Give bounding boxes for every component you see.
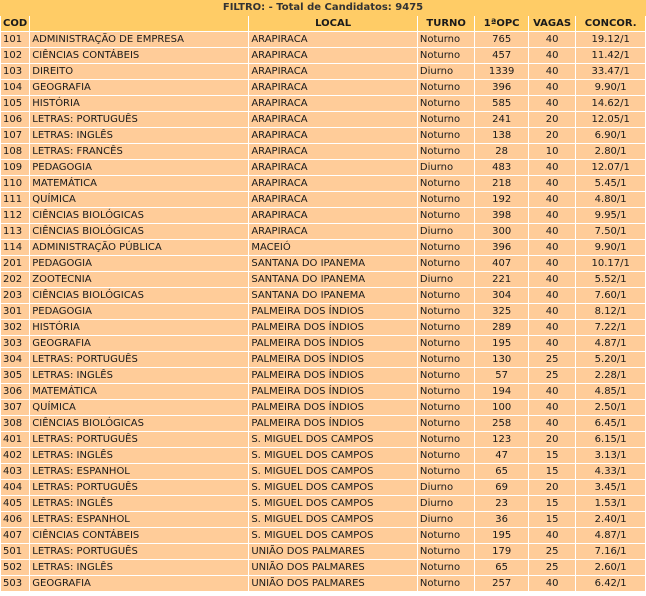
local-cell: S. MIGUEL DOS CAMPOS (249, 480, 417, 496)
cod-cell: 101 (1, 32, 29, 48)
table-row (1, 208, 645, 224)
local-cell: ARAPIRACA (249, 192, 417, 208)
vagas-cell: 40 (529, 288, 575, 304)
vagas-cell: 40 (529, 64, 575, 80)
local-cell: UNIÃO DOS PALMARES (249, 560, 417, 576)
vagas-cell: 40 (529, 304, 575, 320)
cod-cell: 503 (1, 576, 29, 592)
local-cell: PALMEIRA DOS ÍNDIOS (249, 304, 417, 320)
vagas-cell: 40 (529, 208, 575, 224)
table-row (1, 560, 645, 576)
turno-cell: Noturno (418, 80, 475, 96)
table-row (1, 48, 645, 64)
local-cell: ARAPIRACA (249, 80, 417, 96)
table-row (1, 256, 645, 272)
vagas-cell: 40 (529, 96, 575, 112)
local-cell: SANTANA DO IPANEMA (249, 288, 417, 304)
cod-cell: 404 (1, 480, 29, 496)
table-row (1, 368, 645, 384)
turno-cell: Noturno (418, 368, 475, 384)
curso-cell: PEDAGOGIA (30, 304, 248, 320)
table-header-row (1, 16, 645, 32)
turno-cell: Diurno (418, 272, 475, 288)
vagas-cell: 40 (529, 240, 575, 256)
inscritos-cell: 65 (475, 560, 527, 576)
concorrencia-cell: 3.13/1 (576, 448, 645, 464)
turno-cell: Noturno (418, 256, 475, 272)
curso-cell: CIÊNCIAS BIOLÓGICAS (30, 208, 248, 224)
turno-cell: Noturno (418, 192, 475, 208)
table-row (1, 304, 645, 320)
table-row (1, 80, 645, 96)
turno-cell: Noturno (418, 416, 475, 432)
table-row (1, 320, 645, 336)
vagas-cell: 20 (529, 112, 575, 128)
concorrencia-cell: 1.53/1 (576, 496, 645, 512)
vagas-cell: 40 (529, 336, 575, 352)
cod-cell: 113 (1, 224, 29, 240)
curso-cell: GEOGRAFIA (30, 80, 248, 96)
local-cell: PALMEIRA DOS ÍNDIOS (249, 416, 417, 432)
inscritos-cell: 289 (475, 320, 527, 336)
header-concorrencia: CONCOR. (576, 16, 645, 32)
header-1a-opcao: 1ªOPC (475, 16, 527, 32)
inscritos-cell: 398 (475, 208, 527, 224)
cod-cell: 306 (1, 384, 29, 400)
cod-cell: 106 (1, 112, 29, 128)
curso-cell: QUÍMICA (30, 400, 248, 416)
turno-cell: Noturno (418, 336, 475, 352)
turno-cell: Noturno (418, 144, 475, 160)
concorrencia-cell: 7.50/1 (576, 224, 645, 240)
inscritos-cell: 396 (475, 240, 527, 256)
turno-cell: Noturno (418, 304, 475, 320)
concorrencia-cell: 7.60/1 (576, 288, 645, 304)
inscritos-cell: 192 (475, 192, 527, 208)
vagas-cell: 40 (529, 192, 575, 208)
table-row (1, 416, 645, 432)
table-row (1, 160, 645, 176)
cod-cell: 301 (1, 304, 29, 320)
curso-cell: MATEMÁTICA (30, 384, 248, 400)
table-row (1, 384, 645, 400)
turno-cell: Diurno (418, 480, 475, 496)
turno-cell: Diurno (418, 224, 475, 240)
table-row (1, 288, 645, 304)
concorrencia-cell: 12.07/1 (576, 160, 645, 176)
cod-cell: 109 (1, 160, 29, 176)
curso-cell: ADMINISTRAÇÃO PÚBLICA (30, 240, 248, 256)
curso-cell: GEOGRAFIA (30, 576, 248, 592)
cod-cell: 203 (1, 288, 29, 304)
curso-cell: ZOOTECNIA (30, 272, 248, 288)
cod-cell: 305 (1, 368, 29, 384)
cod-cell: 402 (1, 448, 29, 464)
curso-cell: LETRAS: INGLÊS (30, 448, 248, 464)
local-cell: ARAPIRACA (249, 224, 417, 240)
turno-cell: Noturno (418, 448, 475, 464)
vagas-cell: 15 (529, 464, 575, 480)
vagas-cell: 25 (529, 352, 575, 368)
inscritos-cell: 179 (475, 544, 527, 560)
vagas-cell: 10 (529, 144, 575, 160)
local-cell: PALMEIRA DOS ÍNDIOS (249, 336, 417, 352)
cod-cell: 105 (1, 96, 29, 112)
turno-cell: Noturno (418, 288, 475, 304)
curso-cell: CIÊNCIAS BIOLÓGICAS (30, 224, 248, 240)
header-curso (30, 16, 248, 32)
cod-cell: 108 (1, 144, 29, 160)
turno-cell: Noturno (418, 128, 475, 144)
table-row (1, 176, 645, 192)
vagas-cell: 40 (529, 160, 575, 176)
vagas-cell: 40 (529, 48, 575, 64)
curso-cell: PEDAGOGIA (30, 160, 248, 176)
table-row (1, 352, 645, 368)
curso-cell: QUÍMICA (30, 192, 248, 208)
local-cell: S. MIGUEL DOS CAMPOS (249, 432, 417, 448)
turno-cell: Noturno (418, 400, 475, 416)
inscritos-cell: 241 (475, 112, 527, 128)
concorrencia-cell: 2.80/1 (576, 144, 645, 160)
turno-cell: Diurno (418, 64, 475, 80)
concorrencia-cell: 6.42/1 (576, 576, 645, 592)
table-row (1, 192, 645, 208)
concorrencia-cell: 7.16/1 (576, 544, 645, 560)
curso-cell: LETRAS: INGLÊS (30, 128, 248, 144)
inscritos-cell: 65 (475, 464, 527, 480)
inscritos-cell: 130 (475, 352, 527, 368)
inscritos-cell: 123 (475, 432, 527, 448)
concorrencia-cell: 14.62/1 (576, 96, 645, 112)
concorrencia-cell: 6.45/1 (576, 416, 645, 432)
local-cell: S. MIGUEL DOS CAMPOS (249, 512, 417, 528)
curso-cell: CIÊNCIAS BIOLÓGICAS (30, 288, 248, 304)
vagas-cell: 40 (529, 400, 575, 416)
concorrencia-cell: 9.90/1 (576, 240, 645, 256)
curso-cell: MATEMÁTICA (30, 176, 248, 192)
cod-cell: 103 (1, 64, 29, 80)
local-cell: PALMEIRA DOS ÍNDIOS (249, 352, 417, 368)
table-row (1, 336, 645, 352)
turno-cell: Noturno (418, 528, 475, 544)
table-row (1, 480, 645, 496)
cod-cell: 407 (1, 528, 29, 544)
local-cell: SANTANA DO IPANEMA (249, 272, 417, 288)
filter-summary: FILTRO: - Total de Candidatos: 9475 (0, 0, 646, 16)
turno-cell: Noturno (418, 320, 475, 336)
local-cell: UNIÃO DOS PALMARES (249, 576, 417, 592)
table-row (1, 528, 645, 544)
vagas-cell: 40 (529, 576, 575, 592)
vagas-cell: 40 (529, 528, 575, 544)
curso-cell: LETRAS: INGLÊS (30, 496, 248, 512)
inscritos-cell: 47 (475, 448, 527, 464)
inscritos-cell: 1339 (475, 64, 527, 80)
concorrencia-cell: 3.45/1 (576, 480, 645, 496)
concorrencia-cell: 33.47/1 (576, 64, 645, 80)
concorrencia-cell: 10.17/1 (576, 256, 645, 272)
concorrencia-cell: 4.85/1 (576, 384, 645, 400)
table-row (1, 576, 645, 592)
turno-cell: Noturno (418, 464, 475, 480)
curso-cell: DIREITO (30, 64, 248, 80)
vagas-cell: 15 (529, 512, 575, 528)
table-row (1, 144, 645, 160)
inscritos-cell: 100 (475, 400, 527, 416)
cod-cell: 107 (1, 128, 29, 144)
local-cell: ARAPIRACA (249, 32, 417, 48)
turno-cell: Noturno (418, 48, 475, 64)
curso-cell: LETRAS: FRANCÊS (30, 144, 248, 160)
table-row (1, 224, 645, 240)
inscritos-cell: 23 (475, 496, 527, 512)
curso-cell: LETRAS: ESPANHOL (30, 512, 248, 528)
table-row (1, 448, 645, 464)
turno-cell: Noturno (418, 240, 475, 256)
vagas-cell: 40 (529, 32, 575, 48)
cod-cell: 403 (1, 464, 29, 480)
cod-cell: 114 (1, 240, 29, 256)
turno-cell: Noturno (418, 32, 475, 48)
table-row (1, 32, 645, 48)
vagas-cell: 25 (529, 560, 575, 576)
inscritos-cell: 194 (475, 384, 527, 400)
vagas-cell: 25 (529, 544, 575, 560)
inscritos-cell: 138 (475, 128, 527, 144)
cod-cell: 405 (1, 496, 29, 512)
table-row (1, 496, 645, 512)
curso-cell: HISTÓRIA (30, 320, 248, 336)
vagas-cell: 40 (529, 80, 575, 96)
turno-cell: Diurno (418, 512, 475, 528)
header-cod: COD (1, 16, 29, 32)
local-cell: PALMEIRA DOS ÍNDIOS (249, 384, 417, 400)
vagas-cell: 40 (529, 384, 575, 400)
header-vagas: VAGAS (529, 16, 575, 32)
inscritos-cell: 218 (475, 176, 527, 192)
cod-cell: 112 (1, 208, 29, 224)
table-row (1, 96, 645, 112)
header-turno: TURNO (418, 16, 475, 32)
inscritos-cell: 57 (475, 368, 527, 384)
concorrencia-cell: 6.90/1 (576, 128, 645, 144)
local-cell: ARAPIRACA (249, 176, 417, 192)
cod-cell: 501 (1, 544, 29, 560)
local-cell: S. MIGUEL DOS CAMPOS (249, 496, 417, 512)
vagas-cell: 20 (529, 480, 575, 496)
cod-cell: 307 (1, 400, 29, 416)
curso-cell: LETRAS: PORTUGUÊS (30, 352, 248, 368)
vagas-cell: 40 (529, 224, 575, 240)
concorrencia-cell: 4.87/1 (576, 528, 645, 544)
inscritos-cell: 36 (475, 512, 527, 528)
cod-cell: 308 (1, 416, 29, 432)
concorrencia-cell: 7.22/1 (576, 320, 645, 336)
vagas-cell: 20 (529, 432, 575, 448)
vagas-cell: 15 (529, 496, 575, 512)
curso-cell: GEOGRAFIA (30, 336, 248, 352)
inscritos-cell: 304 (475, 288, 527, 304)
cod-cell: 104 (1, 80, 29, 96)
concorrencia-cell: 12.05/1 (576, 112, 645, 128)
table-row (1, 512, 645, 528)
table-row (1, 464, 645, 480)
local-cell: S. MIGUEL DOS CAMPOS (249, 528, 417, 544)
curso-cell: PEDAGOGIA (30, 256, 248, 272)
curso-cell: LETRAS: INGLÊS (30, 560, 248, 576)
header-local: LOCAL (249, 16, 417, 32)
curso-cell: LETRAS: PORTUGUÊS (30, 544, 248, 560)
inscritos-cell: 325 (475, 304, 527, 320)
turno-cell: Diurno (418, 496, 475, 512)
cod-cell: 202 (1, 272, 29, 288)
local-cell: MACEIÓ (249, 240, 417, 256)
inscritos-cell: 483 (475, 160, 527, 176)
concorrencia-cell: 9.95/1 (576, 208, 645, 224)
turno-cell: Noturno (418, 208, 475, 224)
cod-cell: 302 (1, 320, 29, 336)
local-cell: ARAPIRACA (249, 144, 417, 160)
vagas-cell: 40 (529, 320, 575, 336)
concorrencia-cell: 2.28/1 (576, 368, 645, 384)
concorrencia-cell: 5.20/1 (576, 352, 645, 368)
local-cell: ARAPIRACA (249, 128, 417, 144)
local-cell: ARAPIRACA (249, 160, 417, 176)
inscritos-cell: 195 (475, 528, 527, 544)
curso-cell: LETRAS: PORTUGUÊS (30, 480, 248, 496)
local-cell: PALMEIRA DOS ÍNDIOS (249, 320, 417, 336)
curso-cell: LETRAS: PORTUGUÊS (30, 112, 248, 128)
local-cell: ARAPIRACA (249, 112, 417, 128)
curso-cell: ADMINISTRAÇÃO DE EMPRESA (30, 32, 248, 48)
table-row (1, 544, 645, 560)
local-cell: ARAPIRACA (249, 96, 417, 112)
concorrencia-cell: 11.42/1 (576, 48, 645, 64)
cod-cell: 102 (1, 48, 29, 64)
vagas-cell: 20 (529, 128, 575, 144)
local-cell: PALMEIRA DOS ÍNDIOS (249, 400, 417, 416)
table-row (1, 64, 645, 80)
curso-cell: LETRAS: INGLÊS (30, 368, 248, 384)
curso-cell: CIÊNCIAS CONTÁBEIS (30, 48, 248, 64)
concorrencia-cell: 2.60/1 (576, 560, 645, 576)
turno-cell: Noturno (418, 352, 475, 368)
local-cell: ARAPIRACA (249, 208, 417, 224)
vagas-cell: 40 (529, 256, 575, 272)
concorrencia-cell: 6.15/1 (576, 432, 645, 448)
local-cell: S. MIGUEL DOS CAMPOS (249, 464, 417, 480)
table-row (1, 112, 645, 128)
vagas-cell: 40 (529, 272, 575, 288)
concorrencia-cell: 2.50/1 (576, 400, 645, 416)
turno-cell: Noturno (418, 384, 475, 400)
concorrencia-cell: 4.87/1 (576, 336, 645, 352)
vagas-cell: 25 (529, 368, 575, 384)
cod-cell: 406 (1, 512, 29, 528)
concorrencia-cell: 4.33/1 (576, 464, 645, 480)
cod-cell: 401 (1, 432, 29, 448)
local-cell: PALMEIRA DOS ÍNDIOS (249, 368, 417, 384)
curso-cell: LETRAS: ESPANHOL (30, 464, 248, 480)
inscritos-cell: 407 (475, 256, 527, 272)
concorrencia-cell: 5.52/1 (576, 272, 645, 288)
table-row (1, 128, 645, 144)
turno-cell: Noturno (418, 176, 475, 192)
vagas-cell: 40 (529, 176, 575, 192)
inscritos-cell: 257 (475, 576, 527, 592)
turno-cell: Noturno (418, 576, 475, 592)
curso-cell: HISTÓRIA (30, 96, 248, 112)
concorrencia-cell: 19.12/1 (576, 32, 645, 48)
curso-cell: CIÊNCIAS BIOLÓGICAS (30, 416, 248, 432)
cod-cell: 303 (1, 336, 29, 352)
inscritos-cell: 765 (475, 32, 527, 48)
vagas-cell: 15 (529, 448, 575, 464)
cod-cell: 201 (1, 256, 29, 272)
table-row (1, 240, 645, 256)
inscritos-cell: 221 (475, 272, 527, 288)
local-cell: S. MIGUEL DOS CAMPOS (249, 448, 417, 464)
cod-cell: 502 (1, 560, 29, 576)
inscritos-cell: 585 (475, 96, 527, 112)
cod-cell: 111 (1, 192, 29, 208)
local-cell: ARAPIRACA (249, 64, 417, 80)
concorrencia-cell: 4.80/1 (576, 192, 645, 208)
concorrencia-cell: 8.12/1 (576, 304, 645, 320)
candidates-table (0, 16, 646, 592)
vagas-cell: 40 (529, 416, 575, 432)
inscritos-cell: 457 (475, 48, 527, 64)
turno-cell: Noturno (418, 96, 475, 112)
inscritos-cell: 300 (475, 224, 527, 240)
table-row (1, 432, 645, 448)
inscritos-cell: 28 (475, 144, 527, 160)
local-cell: UNIÃO DOS PALMARES (249, 544, 417, 560)
cod-cell: 304 (1, 352, 29, 368)
inscritos-cell: 195 (475, 336, 527, 352)
local-cell: ARAPIRACA (249, 48, 417, 64)
turno-cell: Noturno (418, 112, 475, 128)
concorrencia-cell: 5.45/1 (576, 176, 645, 192)
table-row (1, 400, 645, 416)
concorrencia-cell: 2.40/1 (576, 512, 645, 528)
local-cell: SANTANA DO IPANEMA (249, 256, 417, 272)
table-row (1, 272, 645, 288)
inscritos-cell: 69 (475, 480, 527, 496)
turno-cell: Noturno (418, 544, 475, 560)
turno-cell: Noturno (418, 432, 475, 448)
concorrencia-cell: 9.90/1 (576, 80, 645, 96)
turno-cell: Noturno (418, 560, 475, 576)
curso-cell: LETRAS: PORTUGUÊS (30, 432, 248, 448)
inscritos-cell: 258 (475, 416, 527, 432)
curso-cell: CIÊNCIAS CONTÁBEIS (30, 528, 248, 544)
turno-cell: Diurno (418, 160, 475, 176)
inscritos-cell: 396 (475, 80, 527, 96)
cod-cell: 110 (1, 176, 29, 192)
